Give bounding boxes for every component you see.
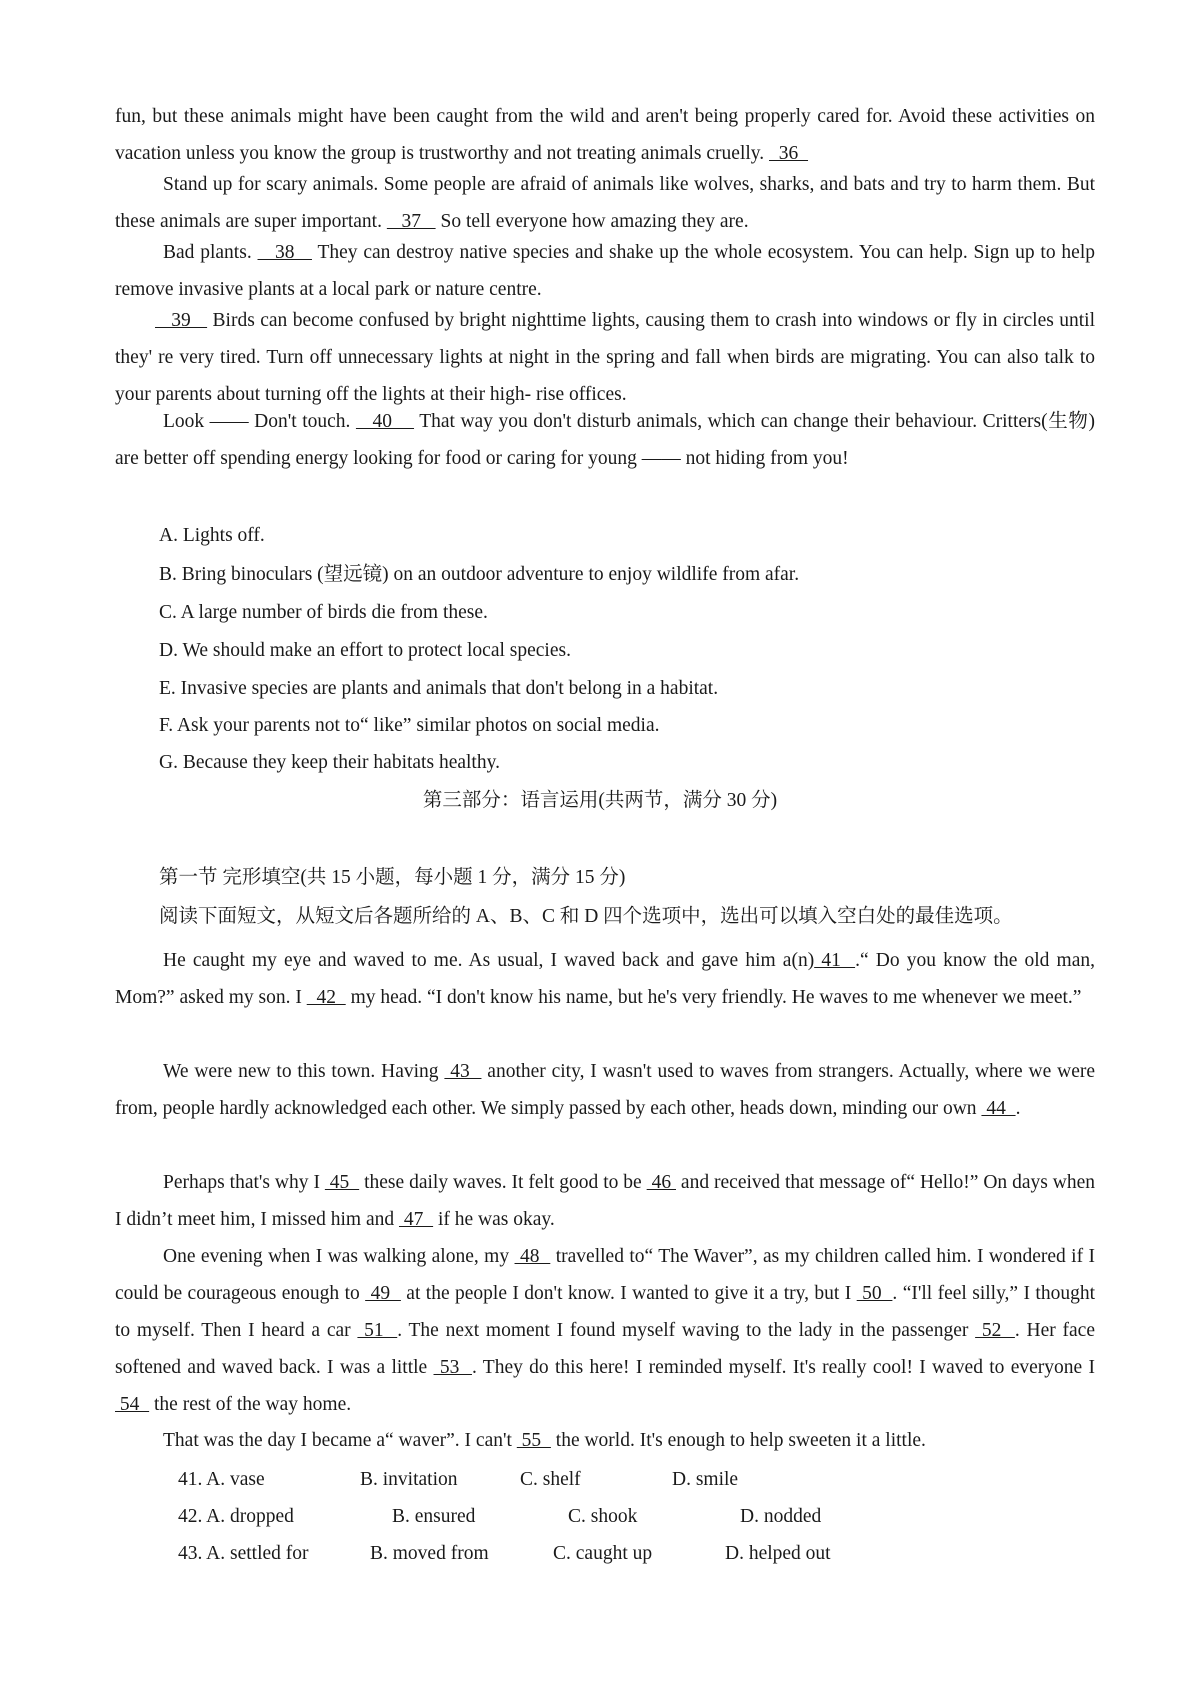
option-a: A. Lights off. — [159, 525, 265, 546]
paragraph-text: another city, I wasn't used to waves from strangers. Actually, where we were from, people hardly acknowledged each other. We simply passed by each other, heads down, minding our own — [115, 1061, 1096, 1119]
paragraph-text: the rest of the way home. — [149, 1394, 352, 1415]
blank-42: 42 — [306, 987, 346, 1008]
question-41-option-a: 41. A. vase — [178, 1469, 265, 1490]
blank-51: 51 — [357, 1320, 398, 1341]
paragraph-text: So tell everyone how amazing they are. — [435, 211, 749, 232]
blank-50: 50 — [856, 1283, 893, 1304]
paragraph-text: Perhaps that's why I — [163, 1172, 325, 1193]
question-42-option-d: D. nodded — [740, 1506, 822, 1527]
option-b: B. Bring binoculars (望远镜) on an outdoor adventure to enjoy wildlife from afar. — [159, 564, 800, 585]
cloze-paragraph-2 — [115, 1053, 1095, 1127]
question-42-option-a: 42. A. dropped — [178, 1506, 294, 1527]
cloze-paragraph-4 — [115, 1238, 1095, 1423]
cloze-paragraph-3 — [115, 1164, 1095, 1238]
paragraph-text: if he was okay. — [433, 1209, 555, 1230]
blank-47: 47 — [398, 1209, 434, 1230]
paragraph-text: . “I'll feel silly,” I thought to myself. Then I heard a car — [115, 1283, 1095, 1341]
blank-38: 38 — [257, 242, 312, 263]
option-c: C. A large number of birds die from these. — [159, 602, 488, 623]
question-43-option-d: D. helped out — [725, 1543, 831, 1564]
paragraph-text: They can destroy native species and shake up the whole ecosystem. You can help. Sign up to help remove invasive plants at a local park or nature centre. — [115, 242, 1095, 300]
paragraph-text: We were new to this town. Having — [163, 1061, 445, 1082]
instructions: 阅读下面短文，从短文后各题所给的 A、B、C 和 D 四个选项中，选出可以填入空白处的最佳选项。 — [159, 906, 1013, 927]
paragraph-text: Bad plants. — [163, 242, 258, 263]
paragraph-text: That was the day I became a“ waver”. I can't — [163, 1430, 517, 1451]
paragraph-text: Birds can become confused by bright nighttime lights, causing them to crash into windows or fly in circles until they' re very tired. Turn off unnecessary lights at night in the spring and fall when birds are migrating. You can also talk to your parents about turning off the lights at their high- rise offices. — [115, 310, 1096, 405]
blank-36: 36 — [769, 143, 809, 164]
question-41-option-c: C. shelf — [520, 1469, 581, 1490]
question-43-option-a: 43. A. settled for — [178, 1543, 309, 1564]
paragraph-text: Stand up for scary animals. Some people are afraid of animals like wolves, sharks, and bats and try to harm them. But these animals are super important. — [115, 174, 1095, 232]
paragraph-text: . The next moment I found myself waving to the lady in the passenger — [397, 1320, 976, 1341]
passage-paragraph-3 — [115, 234, 1095, 308]
paragraph-text: .“ Do you know the old man, Mom?” asked my son. I — [115, 950, 1095, 1008]
blank-39: 39 — [155, 310, 208, 331]
paragraph-text: That way you don't disturb animals, which can change their behaviour. Critters(生物) are better off spending energy looking for food or caring for young —— not hiding from you! — [115, 411, 1096, 469]
cloze-paragraph-1 — [115, 942, 1095, 1016]
paragraph-text: at the people I don't know. I wanted to give it a try, but I — [400, 1283, 857, 1304]
blank-54: 54 — [115, 1394, 150, 1415]
blank-48: 48 — [514, 1246, 551, 1267]
paragraph-text: these daily waves. It felt good to be — [359, 1172, 647, 1193]
passage-paragraph-1 — [115, 98, 1095, 172]
blank-40: 40 — [355, 411, 415, 432]
question-42-option-b: B. ensured — [392, 1506, 476, 1527]
section-1-title: 第一节 完形填空(共 15 小题，每小题 1 分，满分 15 分) — [159, 867, 626, 888]
option-e: E. Invasive species are plants and animals that don't belong in a habitat. — [159, 678, 719, 699]
passage-paragraph-2 — [115, 166, 1095, 240]
option-g: G. Because they keep their habitats healthy. — [159, 752, 500, 773]
option-f: F. Ask your parents not to“ like” similar photos on social media. — [159, 715, 660, 736]
blank-45: 45 — [324, 1172, 360, 1193]
question-43-option-c: C. caught up — [553, 1543, 653, 1564]
question-41-option-b: B. invitation — [360, 1469, 458, 1490]
question-43-option-b: B. moved from — [370, 1543, 489, 1564]
paragraph-text: . They do this here! I reminded myself. It's really cool! I waved to everyone I — [471, 1357, 1095, 1378]
passage-paragraph-4 — [115, 302, 1095, 413]
paragraph-text: the world. It's enough to help sweeten it a little. — [550, 1430, 926, 1451]
option-d: D. We should make an effort to protect local species. — [159, 640, 571, 661]
paragraph-text: Look —— Don't touch. — [163, 411, 356, 432]
paragraph-text: . — [1015, 1098, 1021, 1119]
paragraph-text: fun, but these animals might have been caught from the wild and aren't being properly cared for. Avoid these activities on vacation unless you know the group is trustworthy and not treating animals cruelly. — [115, 106, 1095, 164]
blank-41: 41 — [814, 950, 856, 971]
question-41-option-d: D. smile — [672, 1469, 739, 1490]
cloze-paragraph-5 — [115, 1422, 1095, 1459]
blank-37: 37 — [386, 211, 436, 232]
part-3-heading: 第三部分：语言运用(共两节，满分 30 分) — [422, 790, 778, 811]
blank-43: 43 — [444, 1061, 482, 1082]
blank-53: 53 — [433, 1357, 472, 1378]
blank-49: 49 — [365, 1283, 401, 1304]
passage-paragraph-5 — [115, 403, 1095, 477]
paragraph-text: . Her face softened and waved back. I was a little — [115, 1320, 1095, 1378]
blank-44: 44 — [981, 1098, 1016, 1119]
question-42-option-c: C. shook — [568, 1506, 638, 1527]
blank-46: 46 — [646, 1172, 676, 1193]
paragraph-text: and received that message of“ Hello!” On days when I didn’t meet him, I missed him and — [115, 1172, 1096, 1230]
paragraph-text: my head. “I don't know his name, but he's very friendly. He waves to me whenever we meet.” — [345, 987, 1082, 1008]
paragraph-text: travelled to“ The Waver”, as my children called him. I wondered if I could be courageous enough to — [115, 1246, 1096, 1304]
blank-55: 55 — [516, 1430, 551, 1451]
paragraph-text: He caught my eye and waved to me. As usual, I waved back and gave him a(n) — [163, 950, 815, 971]
blank-52: 52 — [975, 1320, 1015, 1341]
paragraph-text: One evening when I was walking alone, my — [163, 1246, 515, 1267]
